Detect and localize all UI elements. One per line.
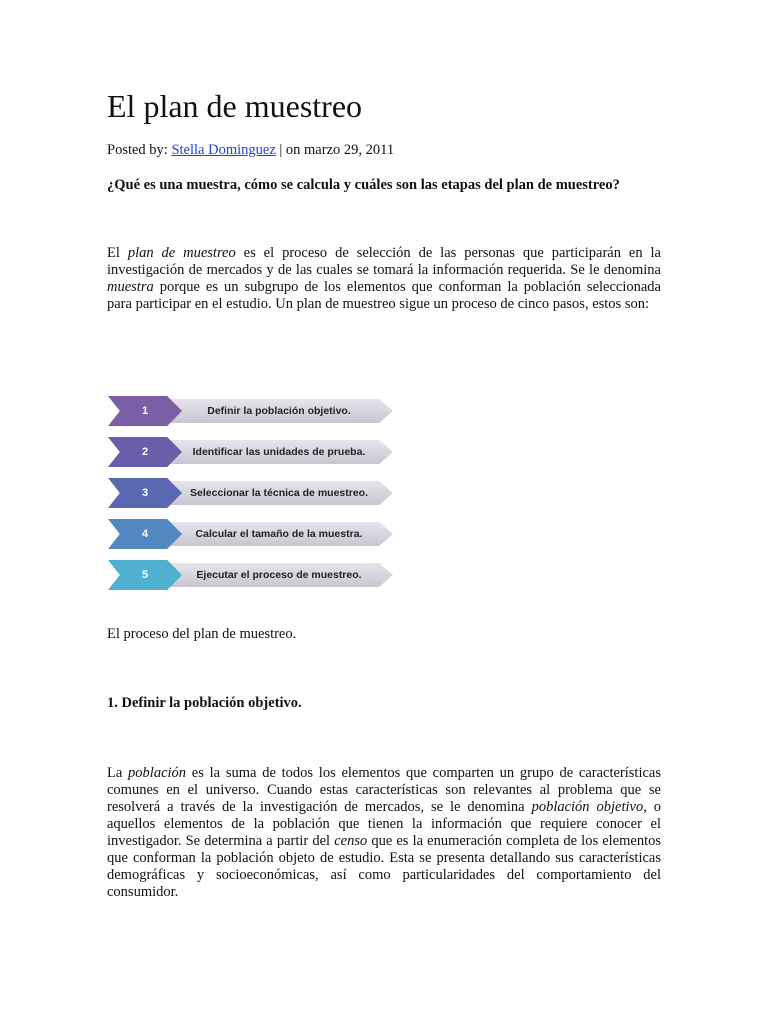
- s1-text-1: La: [107, 765, 129, 781]
- author-link[interactable]: Stella Dominguez: [171, 142, 276, 158]
- section-heading-1: 1. Definir la población objetivo.: [107, 695, 302, 711]
- intro-em-plan: plan de muestreo: [127, 245, 236, 261]
- lead-question: ¿Qué es una muestra, cómo se calcula y cuáles son las etapas del plan de muestreo?: [107, 177, 620, 193]
- step-label: Identificar las unidades de prueba.: [192, 446, 366, 458]
- process-step-2: [108, 437, 393, 467]
- sampling-process-diagram: [108, 396, 393, 592]
- step-label: Calcular el tamaño de la muestra.: [195, 528, 363, 540]
- intro-text-2: es el proceso de selección de las personas que participarán en la investigación de mercados y de las cuales se tomará la información requerida. Se le denomina: [107, 245, 661, 278]
- intro-paragraph: [107, 245, 661, 313]
- process-step-4: [108, 519, 393, 549]
- page-title: El plan de muestreo: [107, 88, 363, 124]
- step-number: 1: [141, 405, 149, 417]
- s1-text-3: , o aquellos elementos de la población que tienen la información que requiere conocer el investigador. Se determina a partir del: [107, 799, 662, 849]
- step-number: 5: [141, 569, 149, 581]
- step-number: 2: [141, 446, 149, 458]
- s1-text-2: es la suma de todos los elementos que comparten un grupo de características comunes en el universo. Cuando estas características son relevantes al problema que se resolverá a través de la investigación de mercados, se le denomina: [107, 765, 661, 815]
- step-label: Ejecutar el proceso de muestreo.: [196, 569, 362, 581]
- s1-em-censo: censo: [334, 833, 368, 849]
- s1-em-poblacion: población: [128, 765, 187, 781]
- intro-em-muestra: muestra: [107, 279, 154, 295]
- s1-text-4: que es la enumeración completa de los elementos que conforman la población objeto de estudio. Esta se presenta detallando sus características demográficas y socioeconómicas, así como particularidades del comportamiento del consumidor.: [107, 833, 661, 900]
- byline-prefix: Posted by:: [107, 142, 172, 158]
- process-step-3: [108, 478, 393, 508]
- step-label: Seleccionar la técnica de muestreo.: [190, 487, 368, 499]
- s1-em-poblacion-objetivo: población objetivo: [531, 799, 644, 815]
- process-step-5: [108, 560, 393, 590]
- byline-date: | on marzo 29, 2011: [275, 142, 395, 158]
- process-step-1: [108, 396, 393, 426]
- intro-text-1: El: [107, 245, 128, 261]
- post-byline: [107, 142, 394, 159]
- step-label: Definir la población objetivo.: [207, 405, 351, 417]
- diagram-caption: El proceso del plan de muestreo.: [107, 626, 297, 642]
- step-number: 3: [141, 487, 149, 499]
- section-1-paragraph: [107, 765, 661, 901]
- intro-text-3: porque es un subgrupo de los elementos que conforman la población seleccionada para participar en el estudio. Un plan de muestreo sigue un proceso de cinco pasos, estos son:: [107, 279, 661, 312]
- step-number: 4: [141, 528, 149, 540]
